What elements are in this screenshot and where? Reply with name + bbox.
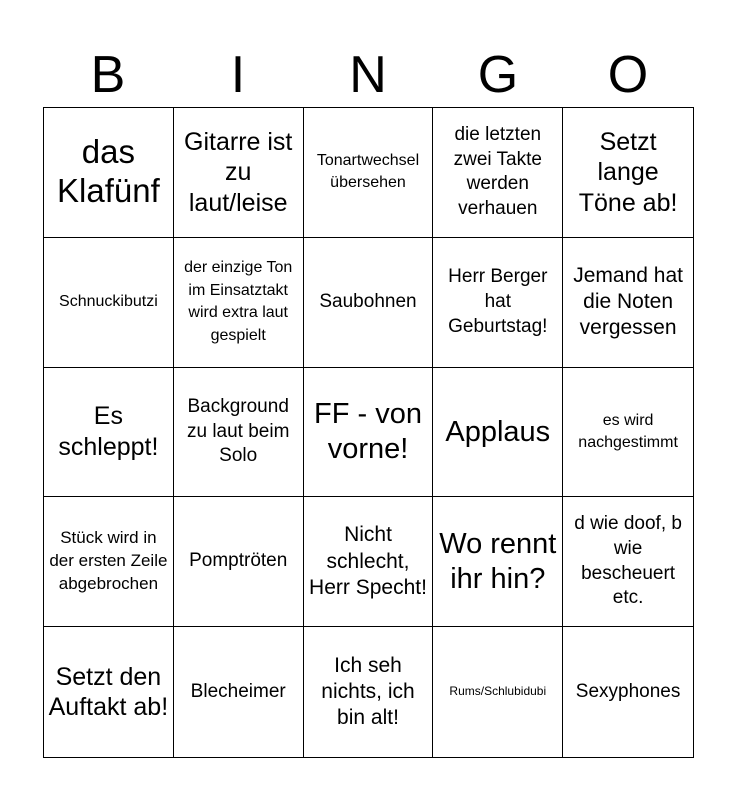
bingo-cell[interactable]: Blecheimer <box>174 627 304 757</box>
bingo-cell[interactable]: Herr Berger hat Geburtstag! <box>433 238 563 368</box>
bingo-cell[interactable]: Applaus <box>433 368 563 498</box>
header-letter-n: N <box>349 46 387 104</box>
bingo-cell[interactable]: Sexyphones <box>575 680 681 702</box>
bingo-cell[interactable]: d wie doof, b wie bescheuert etc. <box>563 497 693 627</box>
bingo-cell[interactable]: Rums/Schlubidubi <box>433 627 563 757</box>
header-letter-i: I <box>230 46 246 104</box>
header-letter-g: G <box>477 46 519 104</box>
header-letter-b: B <box>90 46 126 104</box>
bingo-cell[interactable]: Wo rennt ihr hin? <box>433 497 563 627</box>
bingo-cell[interactable]: Saubohnen <box>304 238 434 368</box>
bingo-grid <box>43 107 694 758</box>
bingo-cell[interactable]: Ich seh nichts, ich bin alt! <box>304 627 434 757</box>
bingo-cell[interactable]: der einzige Ton im Einsatztakt wird extra laut gespielt <box>174 238 304 368</box>
bingo-cell[interactable]: Setzt den Auftakt ab! <box>44 627 174 757</box>
bingo-cell[interactable]: Gitarre ist zu laut/leise <box>174 108 304 238</box>
bingo-cell[interactable]: Schnuckibutzi <box>44 238 174 368</box>
bingo-cell[interactable]: Background zu laut beim Solo <box>174 368 304 498</box>
bingo-cell[interactable]: das Klafünf <box>44 108 174 238</box>
bingo-cell[interactable]: es wird nachgestimmt <box>563 368 693 498</box>
bingo-cell[interactable]: Es schleppt! <box>44 368 174 498</box>
bingo-cell[interactable]: Nicht schlecht, Herr Specht! <box>304 497 434 627</box>
bingo-cell[interactable]: die letzten zwei Takte werden verhauen <box>433 108 563 238</box>
bingo-cell[interactable]: Tonartwechsel übersehen <box>304 108 434 238</box>
bingo-cell[interactable]: Pomptröten <box>174 497 304 627</box>
bingo-header <box>43 44 693 106</box>
bingo-cell[interactable]: Stück wird in der ersten Zeile abgebrochen <box>44 497 174 627</box>
bingo-cell[interactable]: Setzt lange Töne ab! <box>563 108 693 238</box>
bingo-cell[interactable]: FF - von vorne! <box>304 368 434 498</box>
bingo-cell[interactable]: Jemand hat die Noten vergessen <box>563 238 693 368</box>
header-letter-o: O <box>607 46 649 104</box>
